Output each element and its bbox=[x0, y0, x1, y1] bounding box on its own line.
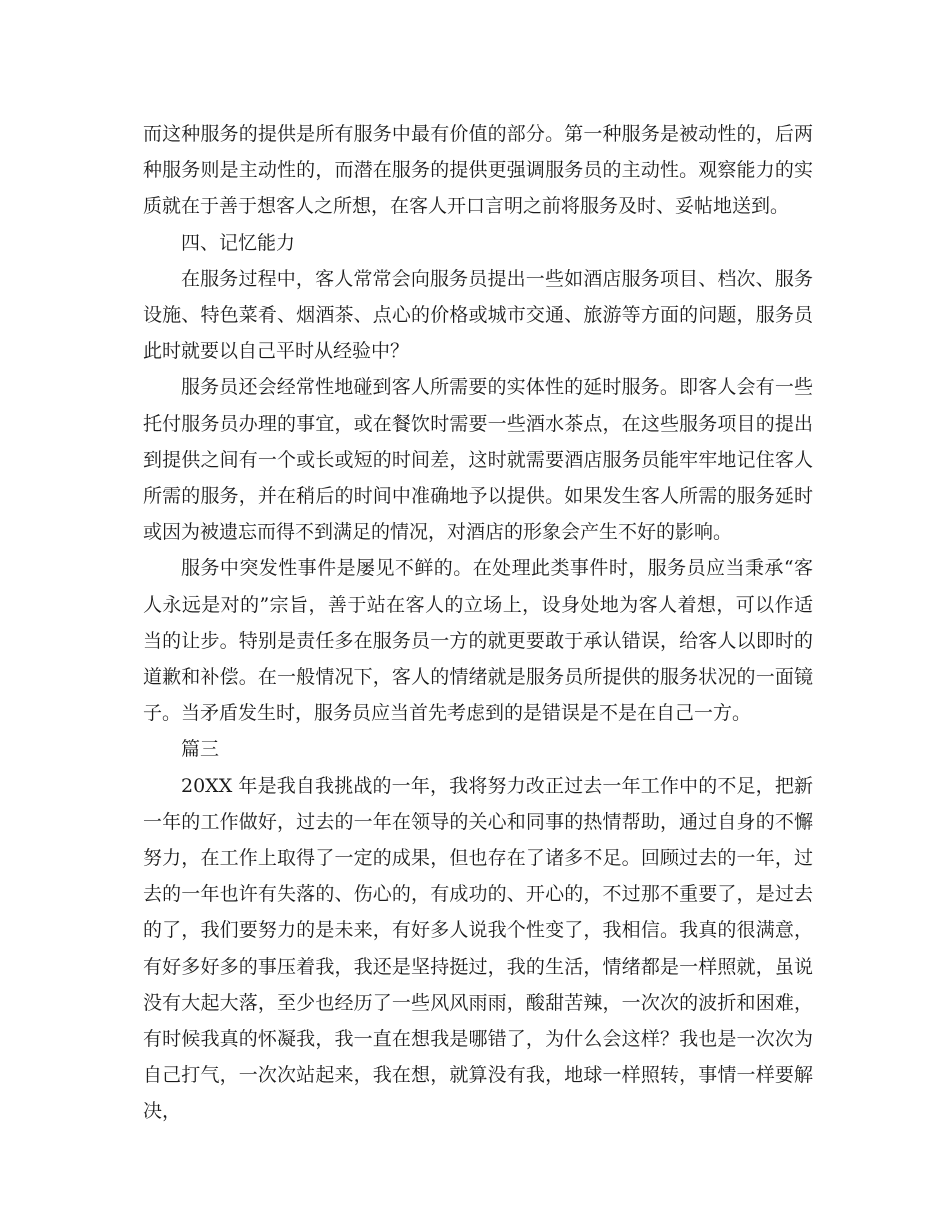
section-heading-part-three: 篇三 bbox=[181, 738, 220, 761]
paragraph-delayed-service: 服务员还会经常性地碰到客人所需要的实体性的延时服务。即客人会有一些托付服务员办理的事宜，或在餐饮时需要一些酒水茶点，在这些服务项目的提出到提供之间有一个或长或短的时间差，这时就需要酒店服务员能牢牢地记住客人所需的服务，并在稍后的时间中准确地予以提供。如果发生客人所需的服务延时或因为被遗忘而得不到满足的情况，对酒店的形象会产生不好的影响。 bbox=[143, 376, 813, 544]
paragraph-memory-questions: 在服务过程中，客人常常会向服务员提出一些如酒店服务项目、档次、服务设施、特色菜肴、烟酒茶、点心的价格或城市交通、旅游等方面的问题，服务员此时就要以自己平时从经验中？ bbox=[143, 267, 813, 363]
paragraph-year-review: 20XX 年是我自我挑战的一年，我将努力改正过去一年工作中的不足，把新一年的工作做好，过去的一年在领导的关心和同事的热情帮助，通过自身的不懈努力，在工作上取得了一定的成果，但也存在了诸多不足。回顾过去的一年，过去的一年也许有失落的、伤心的，有成功的、开心的，不过那不重要了，是过去的了，我们要努力的是未来，有好多人说我个性变了，我相信。我真的很满意，有好多好多的事压着我，我还是坚持挺过，我的生活，情绪都是一样照就，虽说没有大起大落，至少也经历了一些风风雨雨，酸甜苦辣，一次次的波折和困难，有时候我真的怀凝我，我一直在想我是哪错了，为什么会这样？我也是一次次为自己打气，一次次站起来，我在想，就算没有我，地球一样照转，事情一样要解决， bbox=[143, 774, 813, 1123]
document-body bbox=[143, 116, 813, 1130]
paragraph-observation-conclusion: 而这种服务的提供是所有服务中最有价值的部分。第一种服务是被动性的，后两种服务则是主动性的，而潜在服务的提供更强调服务员的主动性。观察能力的实质就在于善于想客人之所想，在客人开口言明之前将服务及时、妥帖地送到。 bbox=[143, 123, 813, 218]
section-heading-memory: 四、记忆能力 bbox=[181, 231, 296, 254]
paragraph-emergencies: 服务中突发性事件是屡见不鲜的。在处理此类事件时，服务员应当秉承“客人永远是对的”宗旨，善于站在客人的立场上，设身处地为客人着想，可以作适当的让步。特别是责任多在服务员一方的就更要敢于承认错误，给客人以即时的道歉和补偿。在一般情况下，客人的情绪就是服务员所提供的服务状况的一面镜子。当矛盾发生时，服务员应当首先考虑到的是错误是不是在自己一方。 bbox=[143, 557, 813, 725]
